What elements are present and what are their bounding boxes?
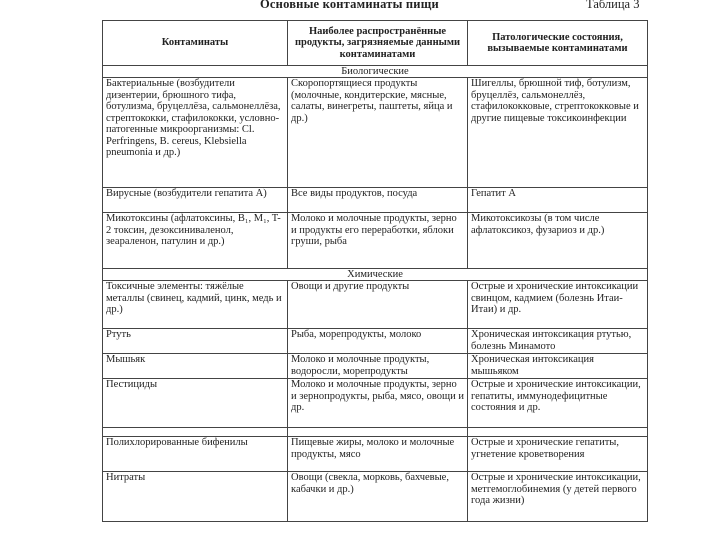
table-row: [103, 213, 648, 269]
cell-conditions: Хроническая интоксикация ртутью, болезнь Минамото: [468, 329, 648, 354]
cell-products: Скоропортящиеся продукты (молочные, кондитерские, мясные, салаты, винегреты, паштеты, яйца и др.): [288, 78, 468, 188]
cell-conditions: Микотоксикозы (в том числе афлатоксикоз, фузариоз и др.): [468, 213, 648, 269]
section-label-chemical: Химические: [103, 269, 648, 281]
cell-products: Овощи (свекла, морковь, бахчевые, кабачки и др.): [288, 472, 468, 522]
table-row: [103, 281, 648, 329]
column-header-contaminants: Контаминаты: [103, 21, 288, 66]
cell-products: Рыба, морепродукты, молоко: [288, 329, 468, 354]
table-row: [103, 188, 648, 213]
cell-contaminant: Микотоксины (афлатоксины, B₁, M₁, T-2 токсин, дезоксиниваленол, зеараленон, патулин и др.): [103, 213, 288, 269]
table-title: Основные контаминаты пищи: [260, 0, 439, 11]
table-row: [103, 379, 648, 428]
cell-conditions: Острые и хронические интоксикации свинцом, кадмием (болезнь Итаи-Итаи) и др.: [468, 281, 648, 329]
spacer-row: [103, 428, 648, 437]
header-row: [103, 21, 648, 66]
cell-products: Пищевые жиры, молоко и молочные продукты, мясо: [288, 437, 468, 472]
contaminants-table: [102, 20, 648, 522]
section-row-chemical: [103, 269, 648, 281]
table-row: [103, 78, 648, 188]
cell-contaminant: Ртуть: [103, 329, 288, 354]
section-row-biological: [103, 66, 648, 78]
table-row: [103, 329, 648, 354]
column-header-products: Наиболее распространённые продукты, загрязняемые данными контаминатами: [288, 21, 468, 66]
column-header-conditions: Патологические состояния, вызываемые контаминатами: [468, 21, 648, 66]
cell-products: Молоко и молочные продукты, водоросли, морепродукты: [288, 354, 468, 379]
cell-contaminant: Бактериальные (возбудители дизентерии, брюшного тифа, ботулизма, бруцеллёза, сальмонеллёза, стрептококки, стафилококки, условно-патогенные микроорганизмы: Cl. Perfringens, B. cereus, Klebsiella pneumonia и др.): [103, 78, 288, 188]
cell-conditions: Острые и хронические гепатиты, угнетение кроветворения: [468, 437, 648, 472]
cell-conditions: Острые и хронические интоксикации, метгемоглобинемия (у детей первого года жизни): [468, 472, 648, 522]
cell-contaminant: Мышьяк: [103, 354, 288, 379]
cell-contaminant: Пестициды: [103, 379, 288, 428]
cell-products: Молоко и молочные продукты, зерно и зернопродукты, рыба, мясо, овощи и др.: [288, 379, 468, 428]
cell-products: Все виды продуктов, посуда: [288, 188, 468, 213]
cell-conditions: Острые и хронические интоксикации, гепатиты, иммунодефицитные состояния и др.: [468, 379, 648, 428]
section-label-biological: Биологические: [103, 66, 648, 78]
cell-conditions: Шигеллы, брюшной тиф, ботулизм, бруцеллёз, сальмонеллёз, стафилококковые, стрептококковые и другие пищевые токсикоинфекции: [468, 78, 648, 188]
table-row: [103, 354, 648, 379]
cell-conditions: Гепатит А: [468, 188, 648, 213]
table-row: [103, 437, 648, 472]
cell-contaminant: Нитраты: [103, 472, 288, 522]
cell-contaminant: Токсичные элементы: тяжёлые металлы (свинец, кадмий, цинк, медь и др.): [103, 281, 288, 329]
table-number: Таблица 3: [586, 0, 640, 11]
table-row: [103, 472, 648, 522]
cell-contaminant: Полихлорированные бифенилы: [103, 437, 288, 472]
cell-conditions: Хроническая интоксикация мышьяком: [468, 354, 648, 379]
cell-products: Овощи и другие продукты: [288, 281, 468, 329]
cell-contaminant: Вирусные (возбудители гепатита А): [103, 188, 288, 213]
cell-products: Молоко и молочные продукты, зерно и продукты его переработки, яблоки груши, рыба: [288, 213, 468, 269]
